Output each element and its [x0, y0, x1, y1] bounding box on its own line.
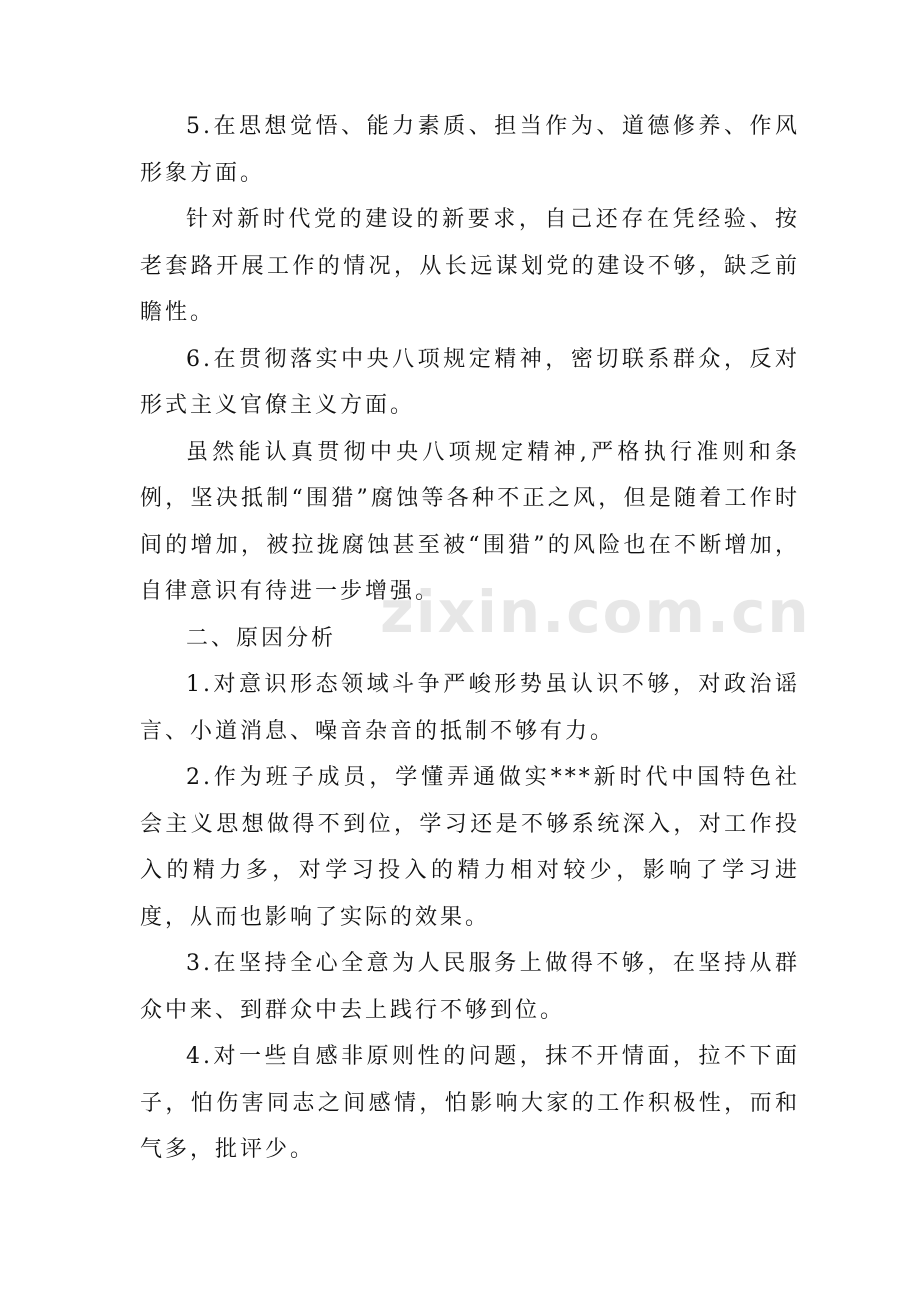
section-heading-cause-analysis: 二、原因分析 [186, 625, 337, 651]
cause-item-1: 1.对意识形态领域斗争严峻形势虽认识不够，对政治谣言、小道消息、噪音杂音的抵制不够有力。 [140, 672, 800, 744]
cause-item-3: 3.在坚持全心全意为人民服务上做得不够，在坚持从群众中来、到群众中去上践行不够到位。 [140, 951, 800, 1023]
watermark: zixin.com.cn [380, 578, 811, 646]
document-body [140, 104, 800, 1174]
paragraph-item-5-heading: 5.在思想觉悟、能力素质、担当作为、道德修养、作风形象方面。 [140, 114, 800, 186]
paragraph-item-5-body: 针对新时代党的建设的新要求，自己还存在凭经验、按老套路开展工作的情况，从长远谋划党的建设不够，缺乏前瞻性。 [140, 207, 800, 325]
cause-item-2: 2.作为班子成员，学懂弄通做实***新时代中国特色社会主义思想做得不到位，学习还是不够系统深入，对工作投入的精力多，对学习投入的精力相对较少，影响了学习进度，从而也影响了实际的效果。 [140, 765, 800, 930]
cause-item-4: 4.对一些自感非原则性的问题，抹不开情面，拉不下面子，怕伤害同志之间感情，怕影响大家的工作积极性，而和气多，批评少。 [140, 1044, 800, 1162]
paragraph-item-6-body: 虽然能认真贯彻中央八项规定精神,严格执行准则和条例，坚决抵制“围猎”腐蚀等各种不正之风，但是随着工作时间的增加，被拉拢腐蚀甚至被“围猎”的风险也在不断增加，自律意识有待进一步增强。 [140, 439, 800, 604]
paragraph-item-6-heading: 6.在贯彻落实中央八项规定精神，密切联系群众，反对形式主义官僚主义方面。 [140, 346, 800, 418]
